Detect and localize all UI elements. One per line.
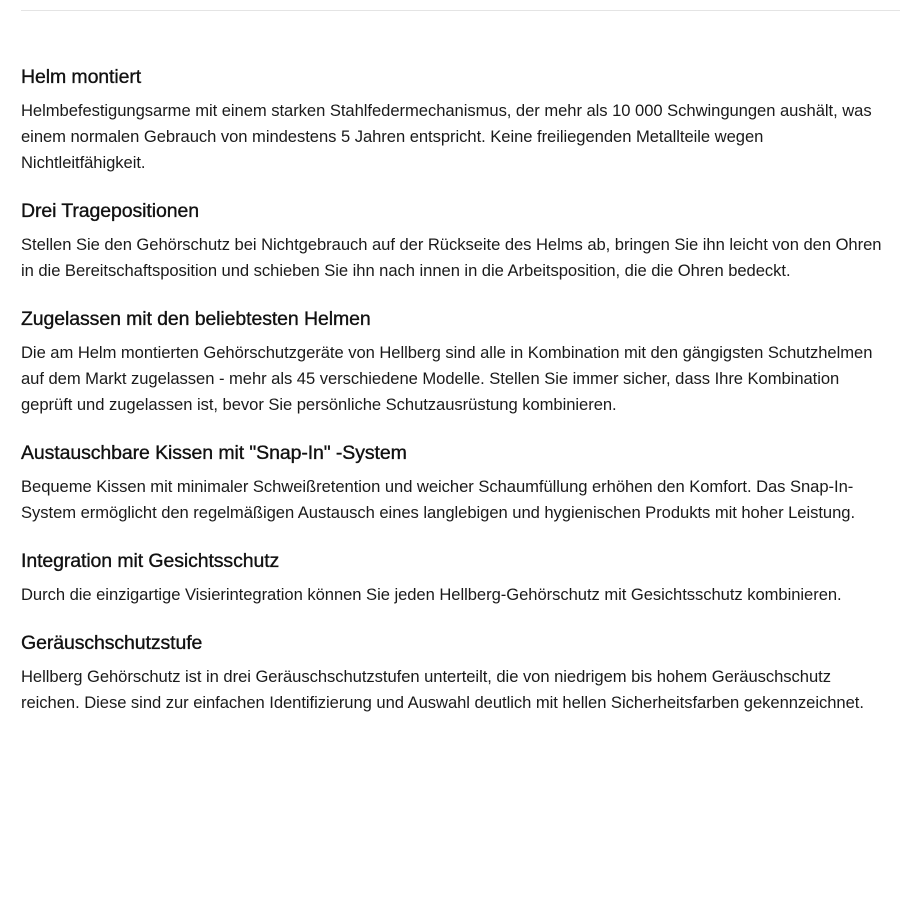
feature-title: Austauschbare Kissen mit "Snap-In" -System xyxy=(21,442,407,464)
top-divider xyxy=(21,10,900,11)
feature-description: Helmbefestigungsarme mit einem starken Stahlfedermechanismus, der mehr als 10 000 Schwingungen aushält, was einem normalen Gebrauch von mindestens 5 Jahren entspricht. Keine freiliegenden Metallteile wegen Nichtleitfähigkeit. xyxy=(21,101,872,172)
feature-title: Integration mit Gesichtsschutz xyxy=(21,550,280,572)
feature-description: Die am Helm montierten Gehörschutzgeräte von Hellberg sind alle in Kombination mit den gängigsten Schutzhelmen auf dem Markt zugelassen - mehr als 45 verschiedene Modelle. Stellen Sie immer sicher, dass Ihre Kombination geprüft und zugelassen ist, bevor Sie persönliche Schutzausrüstung kombinieren. xyxy=(21,343,873,414)
feature-title: Helm montiert xyxy=(21,66,142,88)
feature-title: Drei Tragepositionen xyxy=(21,200,199,222)
feature-description: Bequeme Kissen mit minimaler Schweißretention und weicher Schaumfüllung erhöhen den Komfort. Das Snap-In-System ermöglicht den regelmäßigen Austausch eines langlebigen und hygienischen Produkts mit hoher Leistung. xyxy=(21,477,856,522)
feature-description: Hellberg Gehörschutz ist in drei Geräuschschutzstufen unterteilt, die von niedrigem bis hohem Geräuschschutz reichen. Diese sind zur einfachen Identifizierung und Auswahl deutlich mit hellen Sicherheitsfarben gekennzeichnet. xyxy=(21,667,864,712)
feature-description: Durch die einzigartige Visierintegration können Sie jeden Hellberg-Gehörschutz mit Gesichtsschutz kombinieren. xyxy=(21,585,842,604)
feature-approved-helmets xyxy=(21,305,891,418)
feature-title: Zugelassen mit den beliebtesten Helmen xyxy=(21,308,371,330)
feature-noise-protection-level xyxy=(21,629,891,716)
feature-title: Geräuschschutzstufe xyxy=(21,632,203,654)
feature-helmet-mounted xyxy=(21,63,891,176)
feature-wearing-positions xyxy=(21,197,891,284)
feature-snap-in-cushions xyxy=(21,439,891,526)
feature-description: Stellen Sie den Gehörschutz bei Nichtgebrauch auf der Rückseite des Helms ab, bringen Sie ihn leicht von den Ohren in die Bereitschaftsposition und schieben Sie ihn nach innen in die Arbeitsposition, die die Ohren bedeckt. xyxy=(21,235,882,280)
feature-face-protection xyxy=(21,547,891,608)
feature-list xyxy=(21,63,891,737)
